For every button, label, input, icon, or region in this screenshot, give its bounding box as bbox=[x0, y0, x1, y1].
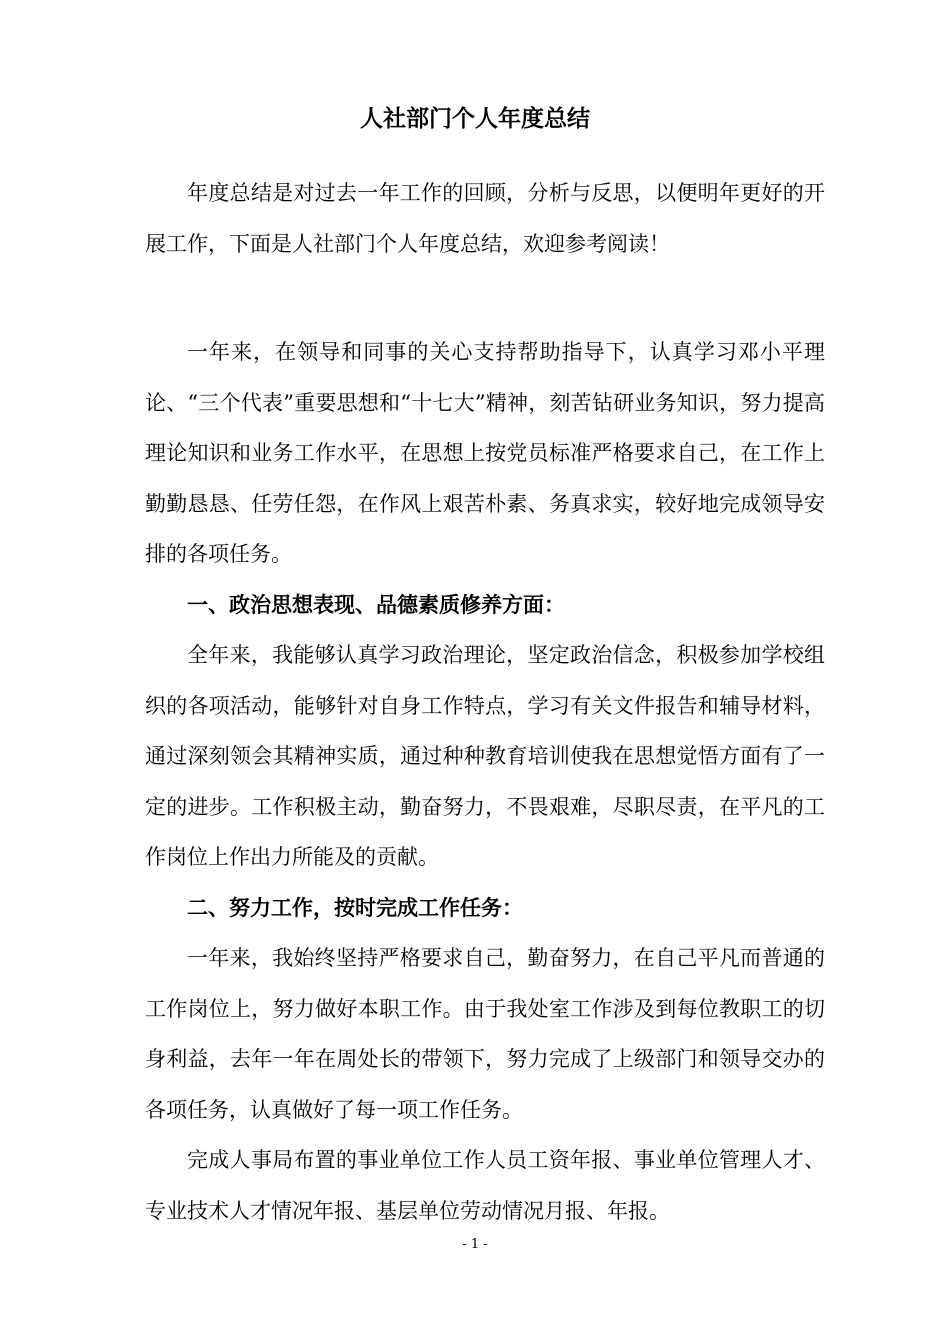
section-heading-2: 二、努力工作，按时完成工作任务： bbox=[187, 894, 523, 920]
paragraph-1: 一年来，在领导和同事的关心支持帮助指导下，认真学习邓小平理论、“三个代表”重要思想和“十七大”精神，刻苦钻研业务知识，努力提高理论知识和业务工作水平，在思想上按党员标准严格要求自己，在工作上勤勤恳恳、任劳任怨，在作风上艰苦朴素、务真求实，较好地完成领导安排的各项任务。 bbox=[145, 340, 825, 566]
section-heading-1: 一、政治思想表现、品德素质修养方面： bbox=[187, 591, 565, 617]
intro-section bbox=[145, 168, 825, 269]
paragraph-3: 一年来，我始终坚持严格要求自己，勤奋努力，在自己平凡而普通的工作岗位上，努力做好本职工作。由于我处室工作涉及到每位教职工的切身利益，去年一年在周处长的带领下，努力完成了上级部门和领导交办的各项任务，认真做好了每一项工作任务。 bbox=[145, 946, 825, 1122]
intro-paragraph: 年度总结是对过去一年工作的回顾，分析与反思，以便明年更好的开展工作，下面是人社部门个人年度总结，欢迎参考阅读！ bbox=[145, 181, 825, 256]
document-title: 人社部门个人年度总结 bbox=[360, 105, 590, 132]
paragraph-2: 全年来，我能够认真学习政治理论，坚定政治信念，积极参加学校组织的各项活动，能够针对自身工作特点，学习有关文件报告和辅导材料，通过深刻领会其精神实质，通过种种教育培训使我在思想觉悟方面有了一定的进步。工作积极主动，勤奋努力，不畏艰难，尽职尽责，在平凡的工作岗位上作出力所能及的贡献。 bbox=[145, 643, 825, 869]
page-number: - 1 - bbox=[462, 1237, 488, 1252]
main-section bbox=[145, 327, 825, 1236]
paragraph-4: 完成人事局布置的事业单位工作人员工资年报、事业单位管理人才、专业技术人才情况年报、基层单位劳动情况月报、年报。 bbox=[145, 1148, 825, 1223]
